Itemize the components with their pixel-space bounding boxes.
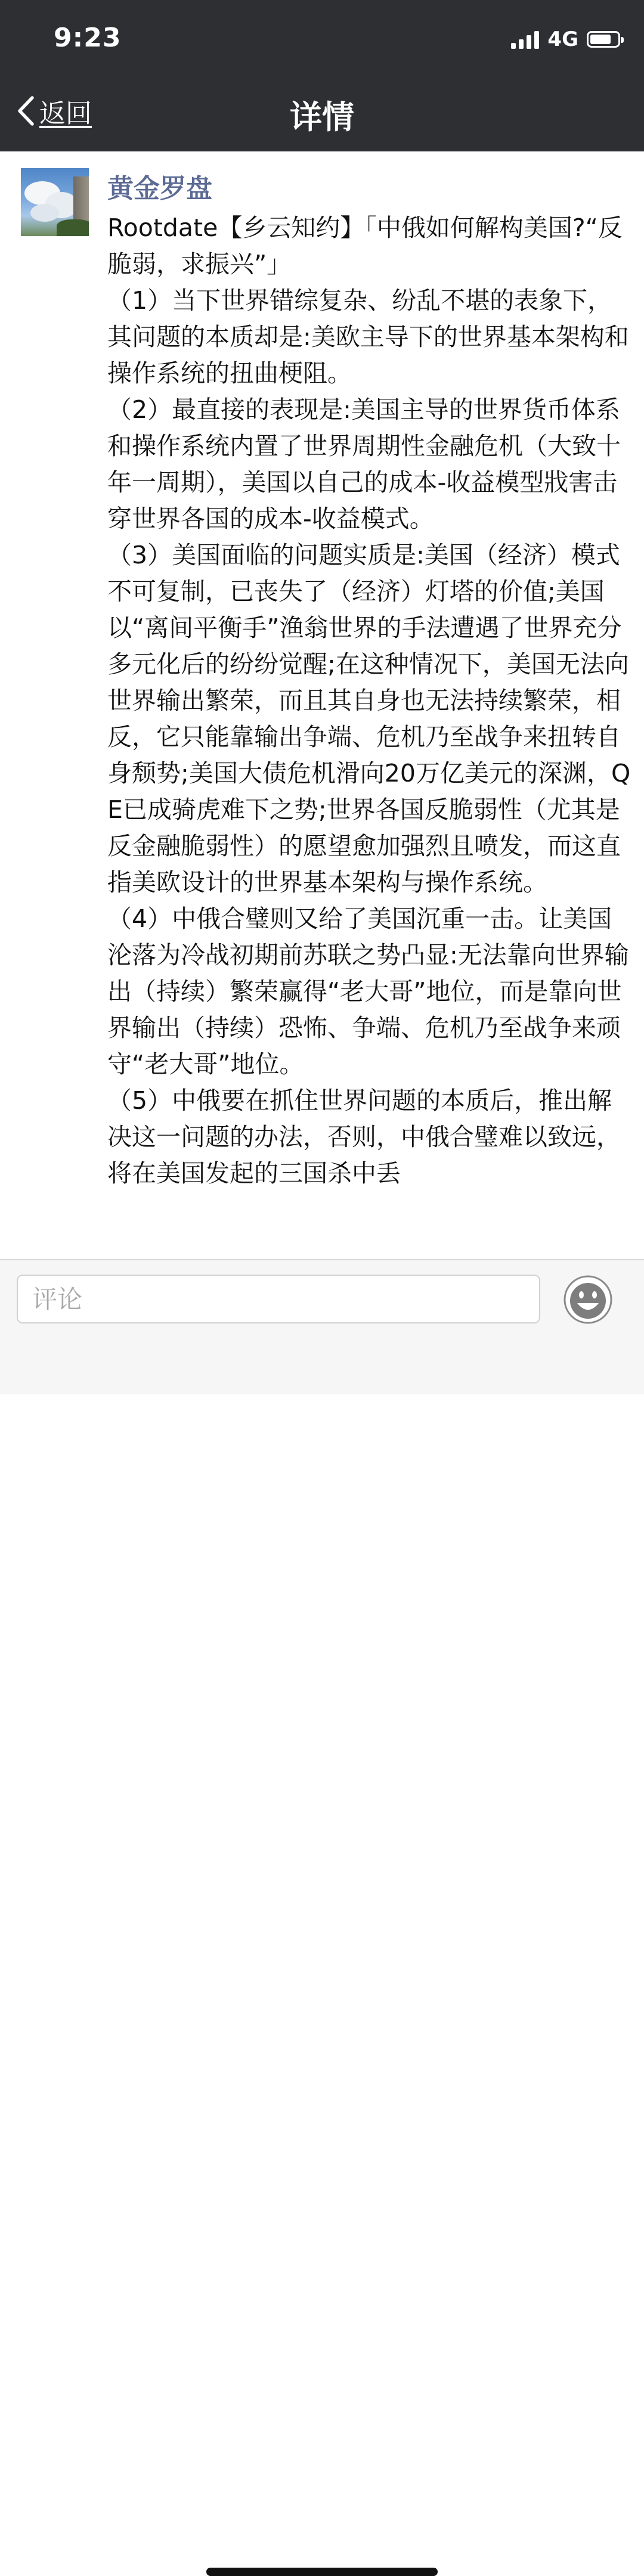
network-type: 4G xyxy=(547,27,578,51)
post-text: Rootdate【乡云知约】「中俄如何解构美国?“反脆弱，求振兴”」 （1）当下世界错综复杂、纷乱不堪的表象下，其问题的本质却是:美欧主导下的世界基本架构和操作系统的扭曲梗阻。 （2）最直接的表现是:美国主导的世界货币体系和操作系统内置了世界周期性金融危机（大致十年一周期），美国以自己的成本-收益模型戕害击穿世界各国的成本-收益模式。 （3）美国面临的问题实质是:美国（经济）模式不可复制，已丧失了（经济）灯塔的价值;美国以“离间平衡手”渔翁世界的手法遭遇了世界充分多元化后的纷纷觉醒;在这种情况下，美国无法向世界输出繁荣，而且其自身也无法持续繁荣，相反，它只能靠输出争端、危机乃至战争来扭转自身颓势;美国大债危机滑向20万亿美元的深渊，QE已成骑虎难下之势;世界各国反脆弱性（尤其是反金融脆弱性）的愿望愈加强烈且喷发，而这直指美欧设计的世界基本架构与操作系统。 （4）中俄合璧则又给了美国沉重一击。让美国沦落为冷战初期前苏联之势凸显:无法靠向世界输出（持续）繁荣赢得“老大哥”地位，而是靠向世界输出（持续）恐怖、争端、危机乃至战争来顽守“老大哥”地位。 （5）中俄要在抓住世界问题的本质后，推出解决这一问题的办法，否则，中俄合璧难以致远，将在美国发起的三国杀中丢 xyxy=(107,213,631,1188)
comment-input[interactable] xyxy=(17,1275,540,1323)
emoji-button[interactable] xyxy=(563,1275,613,1325)
post-body xyxy=(107,210,632,1259)
status-time: 9:23 xyxy=(54,23,122,53)
battery-icon xyxy=(587,31,620,48)
home-indicator xyxy=(206,2568,438,2576)
signal-bars-icon xyxy=(511,30,539,49)
avatar[interactable] xyxy=(21,168,89,236)
back-label: 返回 xyxy=(39,98,92,129)
comment-bar xyxy=(0,1259,644,1394)
page-title: 详情 xyxy=(290,98,354,136)
top-bar xyxy=(0,0,644,151)
author-name[interactable]: 黄金罗盘 xyxy=(107,173,212,204)
status-indicators xyxy=(511,27,620,51)
smiley-face-icon xyxy=(563,1275,613,1325)
